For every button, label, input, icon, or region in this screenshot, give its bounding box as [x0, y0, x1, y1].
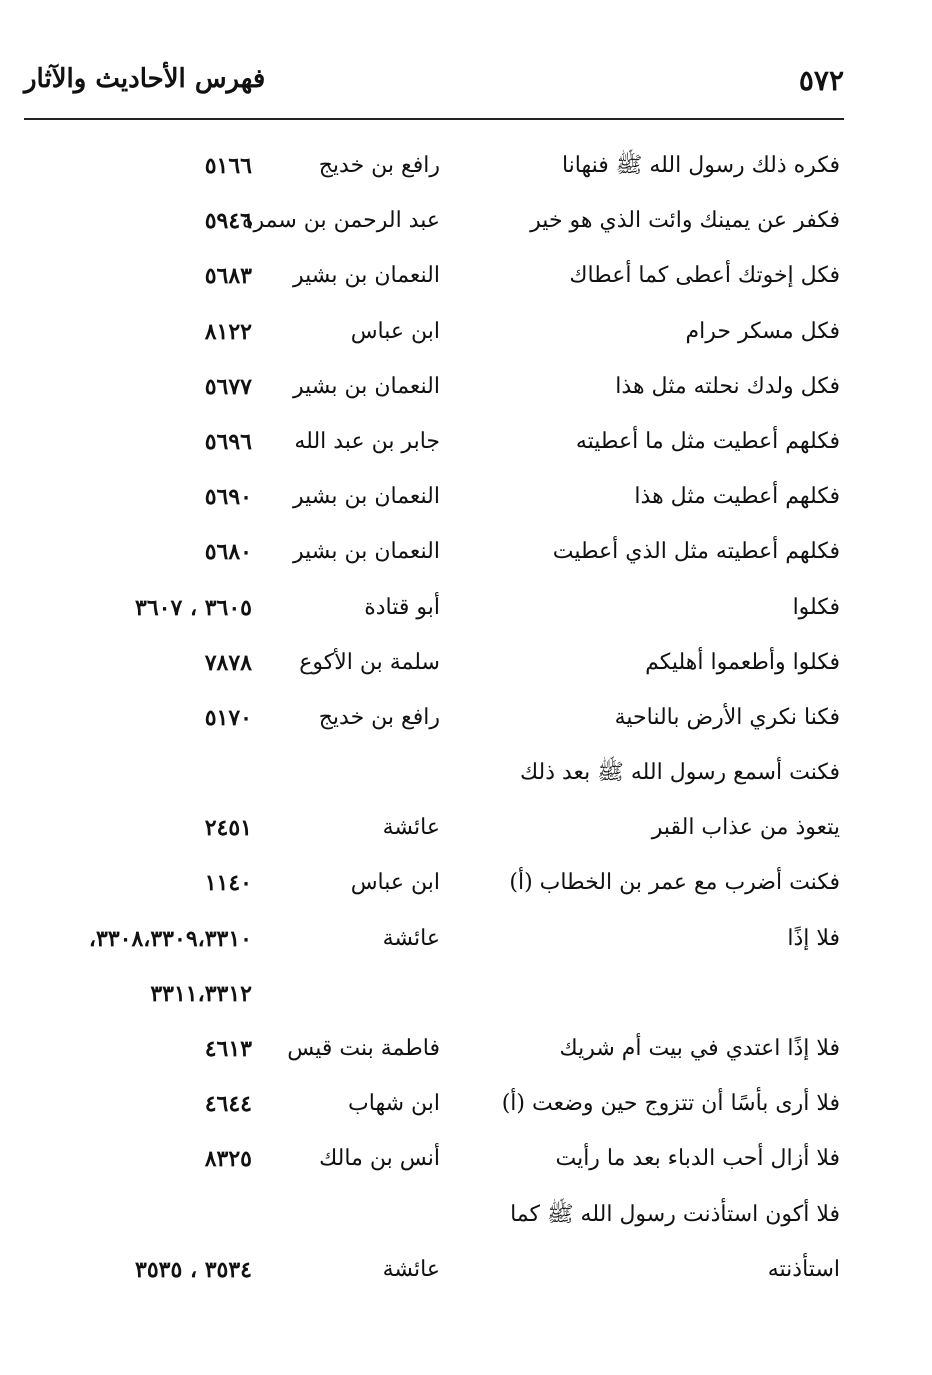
narrator: النعمان بن بشير — [292, 373, 440, 399]
index-entry — [0, 1023, 932, 1078]
hadith-text: فكنت أضرب مع عمر بن الخطاب (أ) — [509, 870, 840, 896]
narrator: أنس بن مالك — [319, 1146, 440, 1172]
narrator: عائشة — [382, 1256, 440, 1282]
narrator: سلمة بن الأكوع — [299, 649, 440, 675]
narrator: أبو قتادة — [364, 594, 440, 620]
narrator: ابن عباس — [350, 318, 440, 344]
hadith-text: فلا إذًا — [787, 925, 840, 951]
hadith-text: فكفر عن يمينك وائت الذي هو خير — [530, 208, 840, 234]
narrator: رافع بن خديج — [318, 704, 440, 730]
index-entry — [0, 1078, 932, 1133]
index-entry — [0, 1189, 932, 1244]
index-entry — [0, 747, 932, 802]
reference-numbers: ٣٣١١،٣٣١٢ — [150, 980, 252, 1007]
hadith-text: فلا إذًا اعتدي في بيت أم شريك — [559, 1036, 840, 1061]
hadith-text: فكل مسكر حرام — [685, 318, 840, 344]
reference-numbers: ٥٦٩٠ — [204, 484, 252, 511]
index-entry — [0, 306, 932, 361]
narrator: جابر بن عبد الله — [294, 428, 440, 454]
index-entry — [0, 471, 932, 526]
reference-numbers: ٥٩٤٦ — [204, 208, 252, 235]
narrator: عائشة — [382, 815, 440, 841]
index-entry — [0, 250, 932, 305]
reference-numbers: ٢٤٥١ — [204, 815, 252, 842]
header-divider — [24, 118, 844, 120]
index-entry — [0, 802, 932, 857]
reference-numbers: ٨٣٢٥ — [204, 1146, 252, 1173]
reference-numbers: ٨١٢٢ — [204, 318, 252, 345]
reference-numbers: ١١٤٠ — [204, 870, 252, 897]
reference-numbers: ٤٦١٣ — [204, 1036, 252, 1062]
reference-numbers: ٥١٦٦ — [204, 153, 252, 179]
reference-numbers: ٥٦٩٦ — [204, 428, 252, 455]
narrator: النعمان بن بشير — [292, 539, 440, 565]
narrator: ابن شهاب — [348, 1091, 440, 1117]
hadith-text: يتعوذ من عذاب القبر — [651, 815, 840, 841]
index-entry — [0, 361, 932, 416]
hadith-text: فكره ذلك رسول الله ﷺ فنهانا — [561, 153, 840, 178]
hadith-text: فكل ولدك نحلته مثل هذا — [615, 373, 840, 399]
hadith-text: فلا أزال أحب الدباء بعد ما رأيت — [555, 1146, 840, 1172]
index-entry — [0, 913, 932, 968]
hadith-text: فكلهم أعطيت مثل ما أعطيته — [575, 428, 840, 454]
index-entry — [0, 692, 932, 747]
index-entry — [0, 1244, 932, 1299]
hadith-text: فكلوا وأطعموا أهليكم — [645, 649, 840, 675]
reference-numbers: ٤٦٤٤ — [204, 1091, 252, 1118]
narrator: فاطمة بنت قيس — [287, 1036, 440, 1061]
hadith-text: استأذنته — [767, 1256, 840, 1282]
narrator: رافع بن خديج — [318, 153, 440, 178]
index-entry — [0, 857, 932, 912]
page-header — [24, 62, 844, 112]
hadith-index-list — [0, 140, 932, 1299]
reference-numbers: ٣٣٠٨،٣٣٠٩،٣٣١٠، — [88, 925, 252, 952]
index-entry — [0, 140, 932, 195]
reference-numbers: ٥١٧٠ — [204, 704, 252, 731]
hadith-text: فلا أرى بأسًا أن تتزوج حين وضعت (أ) — [501, 1091, 840, 1117]
index-entry — [0, 637, 932, 692]
page-number: ٥٧٢ — [798, 64, 844, 97]
narrator: ابن عباس — [350, 870, 440, 896]
index-entry — [0, 582, 932, 637]
hadith-text: فكلهم أعطيت مثل هذا — [634, 484, 840, 510]
index-entry — [0, 195, 932, 250]
index-entry — [0, 416, 932, 471]
reference-numbers: ٥٦٧٧ — [204, 373, 252, 400]
reference-numbers: ٣٦٠٥ ، ٣٦٠٧ — [135, 594, 252, 621]
reference-numbers: ٥٦٨٠ — [204, 539, 252, 566]
reference-numbers: ٧٨٧٨ — [204, 649, 252, 676]
narrator: النعمان بن بشير — [292, 484, 440, 510]
reference-numbers: ٥٦٨٣ — [204, 263, 252, 290]
narrator: عبد الرحمن بن سمرة — [242, 208, 440, 234]
index-entry — [0, 526, 932, 581]
hadith-text: فلا أكون استأذنت رسول الله ﷺ كما — [510, 1201, 840, 1227]
index-entry — [0, 1133, 932, 1188]
hadith-text: فكنت أسمع رسول الله ﷺ بعد ذلك — [519, 760, 840, 786]
hadith-text: فكلهم أعطيته مثل الذي أعطيت — [552, 539, 840, 565]
narrator: النعمان بن بشير — [292, 263, 440, 289]
narrator: عائشة — [382, 925, 440, 951]
hadith-text: فكل إخوتك أعطى كما أعطاك — [569, 263, 840, 289]
reference-numbers: ٣٥٣٤ ، ٣٥٣٥ — [135, 1256, 252, 1283]
index-entry — [0, 968, 932, 1023]
running-title: فهرس الأحاديث والآثار — [24, 64, 266, 94]
hadith-text: فكنا نكري الأرض بالناحية — [614, 704, 840, 730]
hadith-text: فكلوا — [792, 594, 840, 620]
